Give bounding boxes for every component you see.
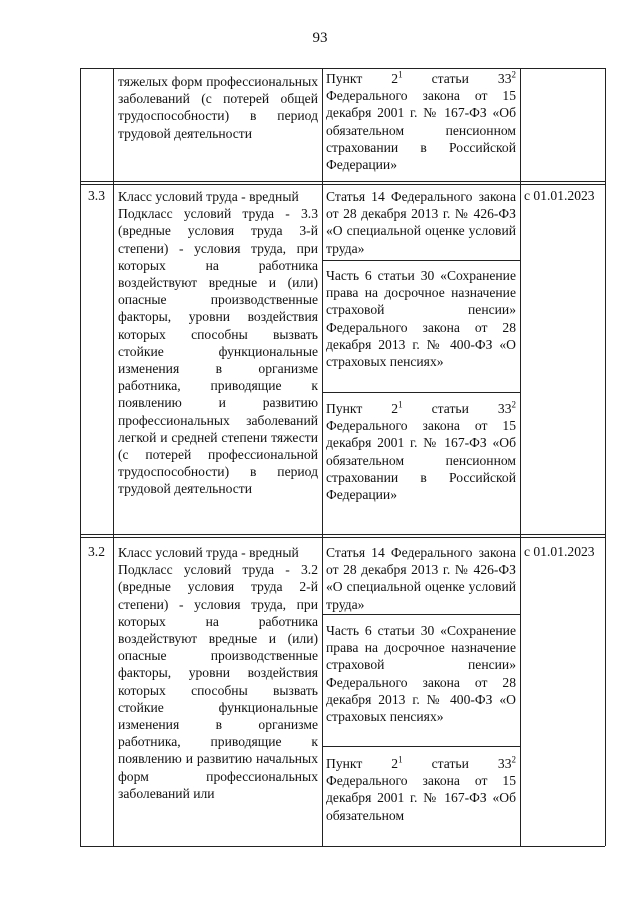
table-border-right — [605, 68, 606, 846]
row-separator — [80, 181, 605, 182]
law-cell-2: Часть 6 статьи 30 «Сохранение права на досрочное назначение страховой пенсии» Федерального закона от 28 декабря 2013 г. № 400-ФЗ «О страховых пенсиях» — [326, 268, 516, 370]
class-line: Класс условий труда - вредный — [118, 189, 299, 204]
row-description — [118, 188, 318, 498]
page-number: 93 — [312, 30, 328, 46]
subclass-text: Подкласс условий труда - 3.2 (вредные условия труда 2-й степени) - условия труда, при которых на работника воздействуют вредные и (или) опасные производственные факторы, уровни воздействия которых способны вызвать стойкие функциональные изменения в организме работника, приводящие к появлению и развитию начальных форм профессиональных заболеваний или — [118, 562, 318, 801]
law-text: Пункт $2^1$ статьи $33^2$ Федерального закона от 15 декабря 2001 г. № 167-ФЗ «Об обязательном — [326, 754, 516, 823]
row-separator — [80, 537, 605, 538]
law-cell-3 — [326, 755, 516, 824]
law-separator — [322, 614, 520, 615]
law-separator — [322, 260, 520, 261]
law-cell-2: Часть 6 статьи 30 «Сохранение права на досрочное назначение страховой пенсии» Федерального закона от 28 декабря 2013 г. № 400-ФЗ «О страховых пенсиях» — [326, 623, 516, 725]
row-description — [118, 544, 318, 802]
row-number: 3.2 — [88, 544, 105, 559]
effective-date: с 01.01.2023 — [524, 188, 595, 203]
continuation-law — [326, 70, 516, 173]
row-separator — [80, 184, 605, 185]
continuation-description: тяжелых форм профессиональных заболеваний (с потерей общей трудоспособности) в период трудовой деятельности — [118, 74, 318, 141]
law-text: Пункт $2^1$ статьи $33^2$ Федерального закона от 15 декабря 2001 г. № 167-ФЗ «Об обязательном пенсионном страховании в Российской Федерации» — [326, 69, 516, 173]
law-text: Пункт $2^1$ статьи $33^2$ Федерального закона от 15 декабря 2001 г. № 167-ФЗ «Об обязательном пенсионном страховании в Российской Федерации» — [326, 399, 516, 503]
law-separator — [322, 392, 520, 393]
law-cell-1: Статья 14 Федерального закона от 28 декабря 2013 г. № 426-ФЗ «О специальной оценке условий труда» — [326, 189, 516, 256]
table-border-top — [80, 68, 605, 69]
row-number: 3.3 — [88, 188, 105, 203]
table-border-bottom — [80, 846, 605, 847]
class-line: Класс условий труда - вредный — [118, 545, 299, 560]
law-separator — [322, 746, 520, 747]
law-cell-3 — [326, 400, 516, 503]
row-separator — [80, 534, 605, 535]
subclass-text: Подкласс условий труда - 3.3 (вредные условия труда 3-й степени) - условия труда, при которых на работника воздействуют вредные и (или) опасные производственные факторы, уровни воздействия которых способны вызвать стойкие функциональные изменения в организме работника, приводящие к появлению и развитию профессиональных заболеваний легкой и средней степени тяжести (с потерей профессиональной трудоспособности) в период трудовой деятельности — [118, 206, 318, 497]
effective-date: с 01.01.2023 — [524, 544, 595, 559]
law-cell-1: Статья 14 Федерального закона от 28 декабря 2013 г. № 426-ФЗ «О специальной оценке условий труда» — [326, 545, 516, 612]
